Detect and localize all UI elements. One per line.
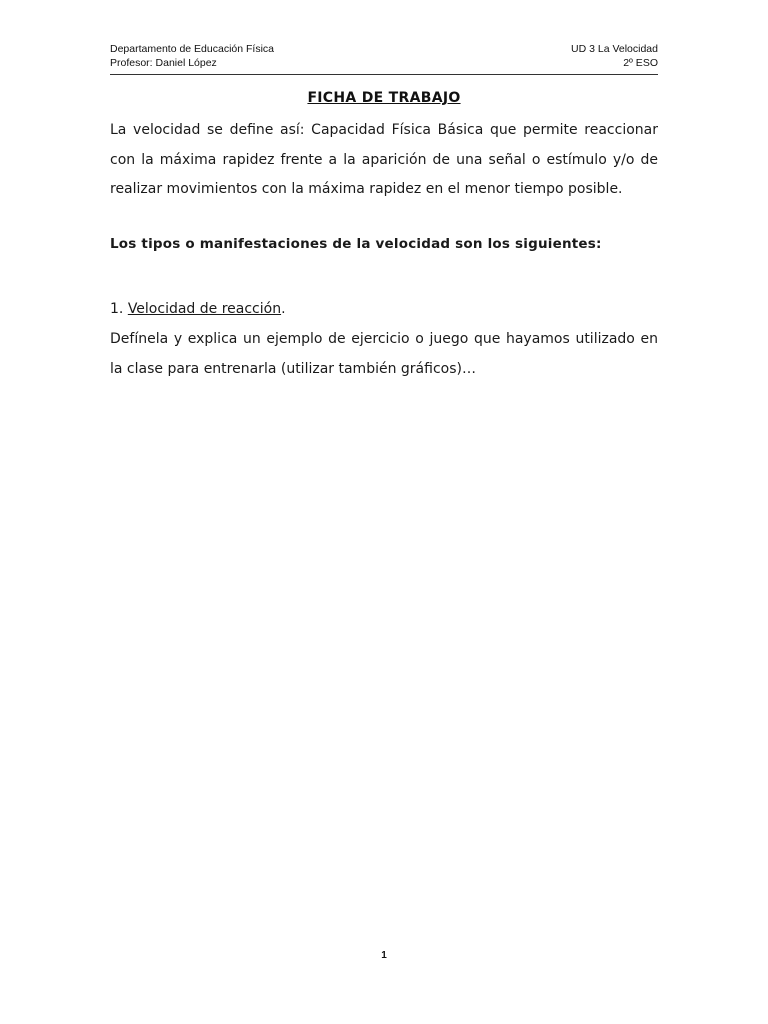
list-item-1	[110, 295, 658, 325]
header-row-2	[110, 56, 658, 70]
item-1-instruction: Defínela y explica un ejemplo de ejercicio o juego que hayamos utilizado en la clase para entrenarla (utilizar también gráficos)…	[110, 331, 658, 377]
header-teacher: Profesor: Daniel López	[110, 57, 217, 69]
page-number: 1	[381, 950, 387, 961]
types-heading: Los tipos o manifestaciones de la velocidad son los siguientes:	[110, 236, 602, 252]
header-row-1	[110, 42, 658, 56]
item-1-number: 1.	[110, 301, 124, 317]
header-department: Departamento de Educación Física	[110, 43, 275, 55]
intro-paragraph: La velocidad se define así: Capacidad Física Básica que permite reaccionar con la máxima rapidez frente a la aparición de una señal o estímulo y/o de realizar movimientos con la máxima rapidez en el menor tiempo posible.	[110, 122, 658, 197]
document-title: FICHA DE TRABAJO	[307, 90, 461, 106]
header-grade: 2º ESO	[623, 57, 658, 69]
page-header	[110, 42, 658, 75]
item-1-title: Velocidad de reacción	[127, 301, 282, 317]
item-1-punctuation: .	[281, 301, 286, 317]
header-unit: UD 3 La Velocidad	[571, 43, 658, 55]
